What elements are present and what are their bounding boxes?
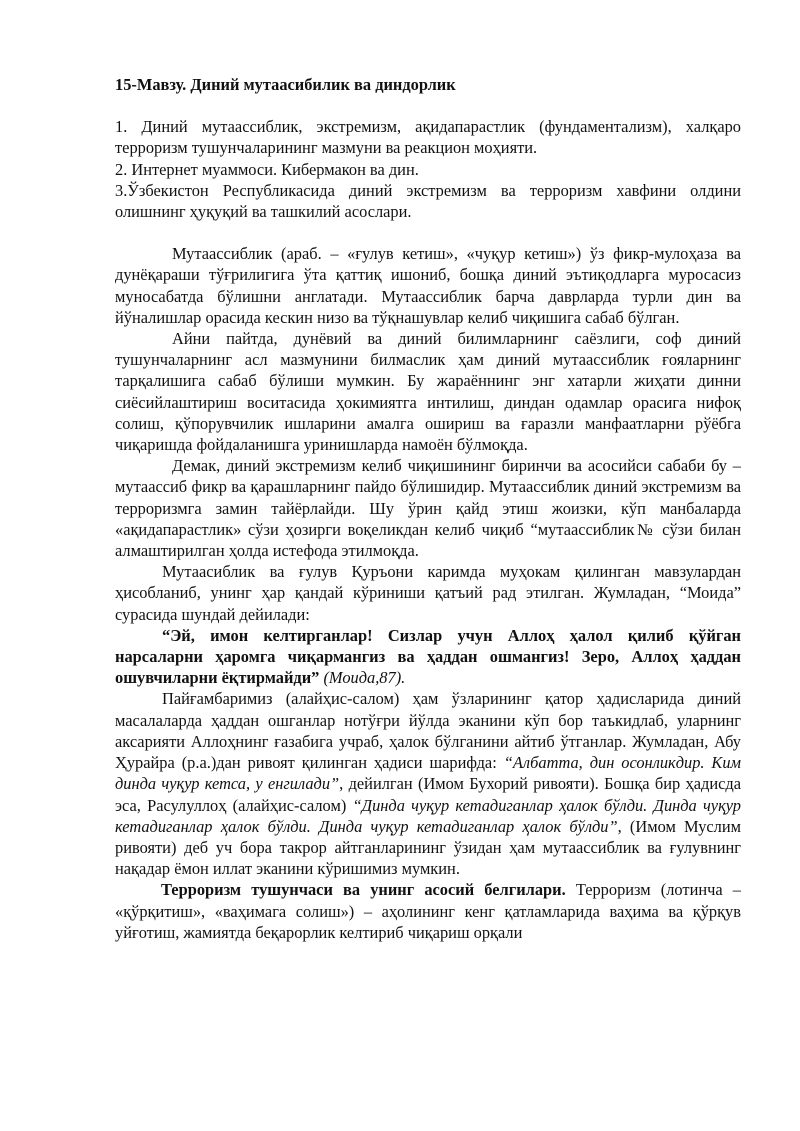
paragraph-hadith [115,688,741,879]
paragraph-fanaticism-definition: Мутаассиблик (араб. – «ғулув кетиш», «чуқур кетиш») ўз фикр-мулоҳаза ва дунёқараши тўғрилигига ўта қаттиқ ишониб, бошқа диний эътиқодларга муросасиз муносабатда бўлишни англатади. Мутаассиблик барча даврларда турли дин ва йўналишлар орасида кескин низо ва тўқнашувлар келиб чиқишига сабаб бўлган. [115,244,741,327]
hadith-quote-2: “Динда чуқур кетадиганлар ҳалок бўлди. Динда чуқур кетадиганлар ҳалок бўлди. Динда чуқур кетадиганлар ҳалок бўлди” [115,795,742,836]
paragraph-quran-reference: Мутаасиблик ва ғулув Қуръони каримда муҳокам қилинган мавзулардан ҳисобланиб, унинг ҳар қандай кўриниши қатъий рад этилган. Жумладан, “Моида” сурасида шундай дейилади: [115,562,741,624]
paragraph-extremism-cause: Демак, диний экстремизм келиб чиқишининг биринчи ва асосийси сабаби бу – мутаассиб фикр ва қарашларнинг пайдо бўлишидир. Мутаассиблик диний экстремизм ва терроризмга замин тайёрлайди. Шу ўрин қайд этиш жоизки, кўп манбаларда «ақидапарастлик» сўзи ҳозирги воқеликдан келиб чиқиб “мутаассиблик№ сўзи билан алмаштирилган ҳолда истефода этилмоқда. [115,456,741,561]
hadith-intro: Пайғамбаримиз (алайҳис-салом) ҳам ўзларининг қатор ҳадисларида диний масалаларда ҳаддан ошганлар нотўғри йўлда эканини кўп бор таъкидлаб, уларнинг аксарияти Аллоҳнинг ғазабига учраб, ҳалок бўлганини айтиб ўтганлар. Жумладан, Абу Ҳурайра (р.а.)дан ривоят қилинган ҳадиси шарифда: [115,689,741,773]
document-page [115,74,741,943]
outline-item-2: 2. Интернет муаммоси. Кибермакон ва дин. [115,159,419,179]
page-title: 15-Мавзу. Диний мутаасибилик ва диндорлик [115,75,456,94]
hadith-middle: , дейилган (Имом Бухорий ривояти). Бошқа бир ҳадисда эса, Расулуллоҳ (алайҳис-салом) [115,774,741,815]
paragraph-knowledge-shallowness: Айни пайтда, дунёвий ва диний билимларнинг саёзлиги, соф диний тушунчаларнинг асл мазмунини билмаслик ҳам диний мутаассиблик ғояларнинг тарқалишига сабаб бўлиши мумкин. Бу жараённинг энг хатарли жиҳати динни сиёсийлаштириш воситасида ҳокимиятга интилиш, диндан одамлар орасига нифоқ солиш, қўпорувчилик ишларини амалга ошириш ва ғаразли манфаатларни рўёбга чиқаришда фойдаланишга уринишларда намоён бўлмоқда. [115,329,741,455]
terrorism-text: Терроризм (лотинча – «қўрқитиш», «ваҳимага солиш») – аҳолининг кенг қатламларида ваҳима ва қўрқув уйғотиш, жамиятда беқарорлик келтириб чиқариш орқали [115,880,741,942]
terrorism-heading: Терроризм тушунчаси ва унинг асосий белгилари. [161,880,566,900]
paragraph-quran-quote [115,625,741,689]
paragraph-terrorism [115,879,741,943]
hadith-end: , (Имом Муслим ривояти) деб уч бора такрор айтганларининг ўзидан ҳам мутаассиблик ва ғулувнинг нақадар ёмон иллат эканини кўришимиз мумкин. [115,816,741,879]
hadith-quote-1: “Албатта, дин осонликдир. Ким динда чуқур кетса, у енгилади” [115,753,741,794]
quran-quote-text: “Эй, имон келтирганлар! Сизлар учун Аллоҳ ҳалол қилиб қўйган нарсаларни ҳаромга чиқармангиз ва ҳаддан ошмангиз! Зеро, Аллоҳ ҳаддан ошувчиларни ёқтирмайди” [115,625,741,688]
outline-item-3: 3.Ўзбекистон Республикасида диний экстремизм ва терроризм хавфини олдини олишнинг ҳуқуқий ва ташкилий асослари. [115,180,741,222]
spacer [115,222,741,243]
outline-item-1: 1. Диний мутаассиблик, экстремизм, ақидапарастлик (фундаментализм), халқаро терроризм тушунчаларининг мазмуни ва реакцион моҳияти. [115,117,741,158]
quran-quote-reference: (Моида,87). [323,668,406,688]
